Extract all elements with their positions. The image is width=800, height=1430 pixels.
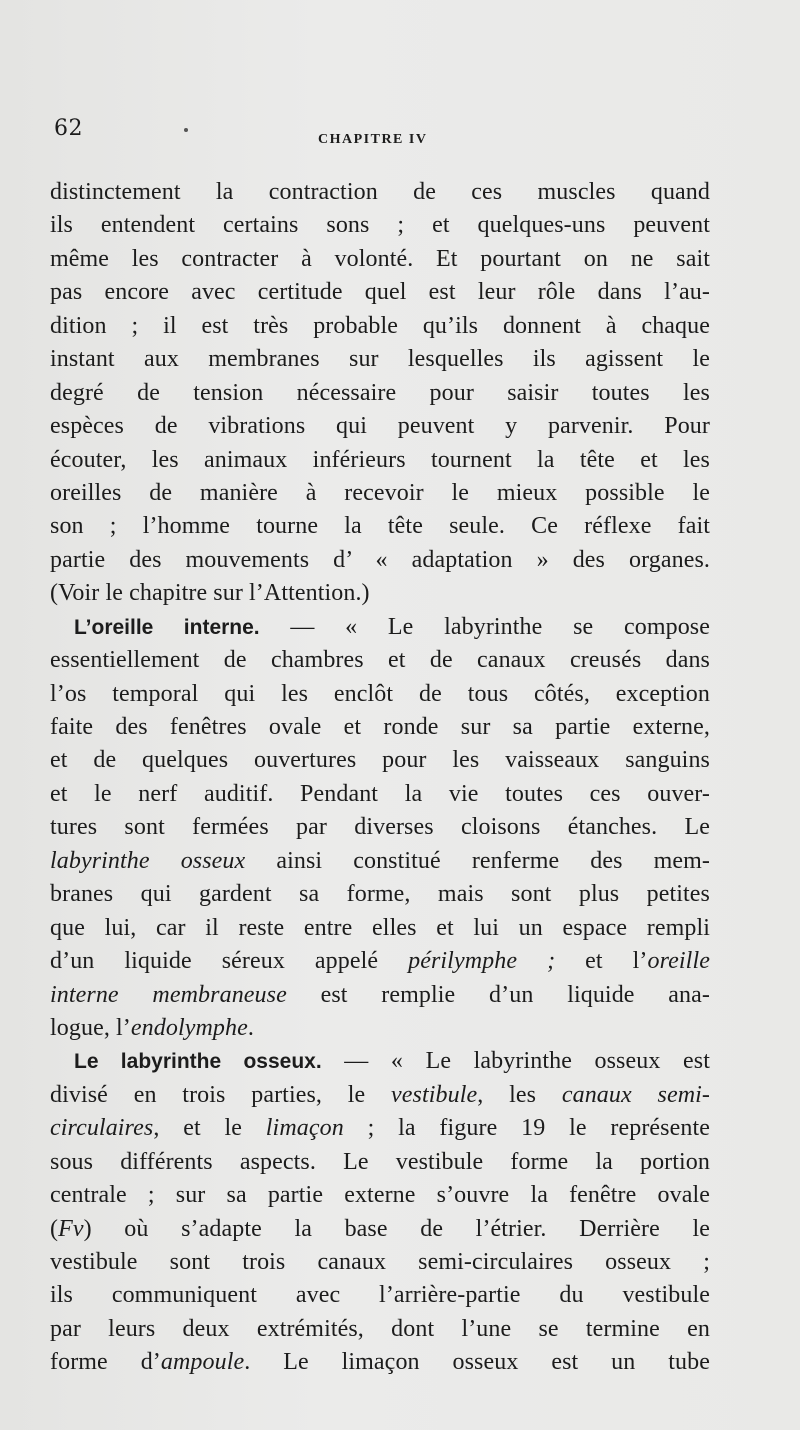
line-text: par leurs deux extrémités, dont l’une se termine en <box>50 1315 710 1342</box>
running-head: CHAPITRE IV <box>318 132 428 147</box>
italic-term: ampoule <box>160 1349 245 1376</box>
italic-term: interne membraneuse <box>50 981 287 1008</box>
line-text: et le nerf auditif. Pendant la vie toutes ces ouver- <box>50 780 710 807</box>
text-line <box>50 912 710 945</box>
line-text: ) où s’adapte la base de l’étrier. Derrière le <box>83 1215 710 1242</box>
line-text: tures sont fermées par diverses cloisons étanches. Le <box>50 814 710 841</box>
text-line: degré de tension nécessaire pour saisir toutes les <box>50 379 710 406</box>
text-line <box>50 644 710 677</box>
text-line <box>50 1112 710 1145</box>
text-line <box>50 1146 710 1179</box>
line-text: — « Le labyrinthe osseux est <box>321 1048 710 1075</box>
line-text: , les <box>477 1081 562 1108</box>
line-text: est remplie d’un liquide ana- <box>286 981 711 1008</box>
text-line <box>50 1313 710 1346</box>
text-line: oreilles de manière à recevoir le mieux possible le <box>50 479 710 506</box>
text-line <box>50 845 710 878</box>
italic-term: circulaires <box>50 1115 154 1142</box>
text-line: distinctement la contraction de ces muscles quand <box>50 179 710 205</box>
line-text: , et le <box>153 1115 266 1142</box>
text-line: partie des mouvements d’ « adaptation » des organes. <box>50 546 710 573</box>
paragraph-labyrinthe-osseux <box>50 1045 710 1379</box>
text-line <box>50 1346 710 1379</box>
paragraph-first-line <box>50 1045 710 1078</box>
italic-term: Fv <box>58 1215 84 1242</box>
text-line <box>50 1213 710 1246</box>
text-line: (Voir le chapitre sur l’Attention.) <box>50 580 370 607</box>
line-text: forme d’ <box>50 1349 161 1376</box>
paragraph-continuation <box>50 176 710 611</box>
text-line <box>50 1079 710 1112</box>
line-text: ( <box>50 1215 59 1242</box>
line-text: — « Le labyrinthe se compose <box>259 613 710 640</box>
italic-term: limaçon <box>265 1115 344 1142</box>
text-line <box>50 1012 710 1045</box>
line-text: . Le limaçon osseux est un tube <box>244 1349 710 1376</box>
line-text: l’os temporal qui les enclôt de tous côtés, exception <box>50 680 710 707</box>
text-line <box>50 945 710 978</box>
italic-term: oreille <box>647 948 710 975</box>
line-text: faite des fenêtres ovale et ronde sur sa partie externe, <box>50 714 710 740</box>
text-line: espèces de vibrations qui peuvent y parvenir. Pour <box>50 413 710 440</box>
text-line <box>50 1279 710 1312</box>
text-line <box>50 878 710 911</box>
text-line <box>50 778 710 811</box>
italic-term: vestibule <box>391 1081 478 1108</box>
line-text: . <box>247 1014 254 1041</box>
text-line: écouter, les animaux inférieurs tournent la tête et les <box>50 446 710 473</box>
line-text: branes qui gardent sa forme, mais sont plus petites <box>50 881 710 908</box>
italic-term: périlymphe ; <box>408 948 556 975</box>
text-line: ils entendent certains sons ; et quelques-uns peuvent <box>50 212 710 239</box>
italic-term: labyrinthe osseux <box>50 847 246 874</box>
text-line <box>50 979 710 1012</box>
line-text: logue, l’ <box>50 1014 131 1041</box>
page-number: 62 <box>54 116 83 141</box>
text-line <box>50 1246 710 1279</box>
line-text: essentiellement de chambres et de canaux creusés dans <box>50 647 710 674</box>
line-text: que lui, car il reste entre elles et lui un espace rempli <box>50 914 710 941</box>
line-text: et l’ <box>555 948 648 975</box>
italic-term: canaux semi- <box>561 1081 710 1108</box>
text-line: même les contracter à volonté. Et pourtant on ne sait <box>50 245 710 272</box>
line-text: et de quelques ouvertures pour les vaisseaux sanguins <box>50 747 710 774</box>
page-header <box>54 116 704 152</box>
ink-speck <box>184 128 188 132</box>
line-text: divisé en trois parties, le <box>50 1081 392 1108</box>
line-text: ainsi constitué renferme des mem- <box>245 847 710 874</box>
text-line <box>50 711 710 744</box>
line-text: sous différents aspects. Le vestibule forme la portion <box>50 1148 710 1175</box>
text-line <box>50 678 710 711</box>
text-line <box>50 744 710 777</box>
text-line: pas encore avec certitude quel est leur rôle dans l’au- <box>50 279 710 306</box>
text-line: dition ; il est très probable qu’ils donnent à chaque <box>50 312 710 339</box>
italic-term: endolymphe <box>130 1014 248 1041</box>
section-heading: L’oreille interne. <box>74 615 260 639</box>
text-line <box>50 811 710 844</box>
paragraph-first-line <box>50 611 710 644</box>
text-line <box>50 1179 710 1212</box>
line-text: centrale ; sur sa partie externe s’ouvre la fenêtre ovale <box>50 1182 710 1209</box>
body-text <box>50 176 710 1380</box>
section-heading: Le labyrinthe osseux. <box>74 1050 322 1074</box>
line-text: ils communiquent avec l’arrière-partie du vestibule <box>50 1282 710 1309</box>
text-line: son ; l’homme tourne la tête seule. Ce réflexe fait <box>50 513 710 540</box>
text-line: instant aux membranes sur lesquelles ils agissent le <box>50 346 710 373</box>
line-text: d’un liquide séreux appelé <box>50 948 409 975</box>
line-text: ; la figure 19 le représente <box>343 1115 710 1142</box>
paragraph-oreille-interne <box>50 611 710 1046</box>
line-text: vestibule sont trois canaux semi-circulaires osseux ; <box>50 1249 710 1275</box>
